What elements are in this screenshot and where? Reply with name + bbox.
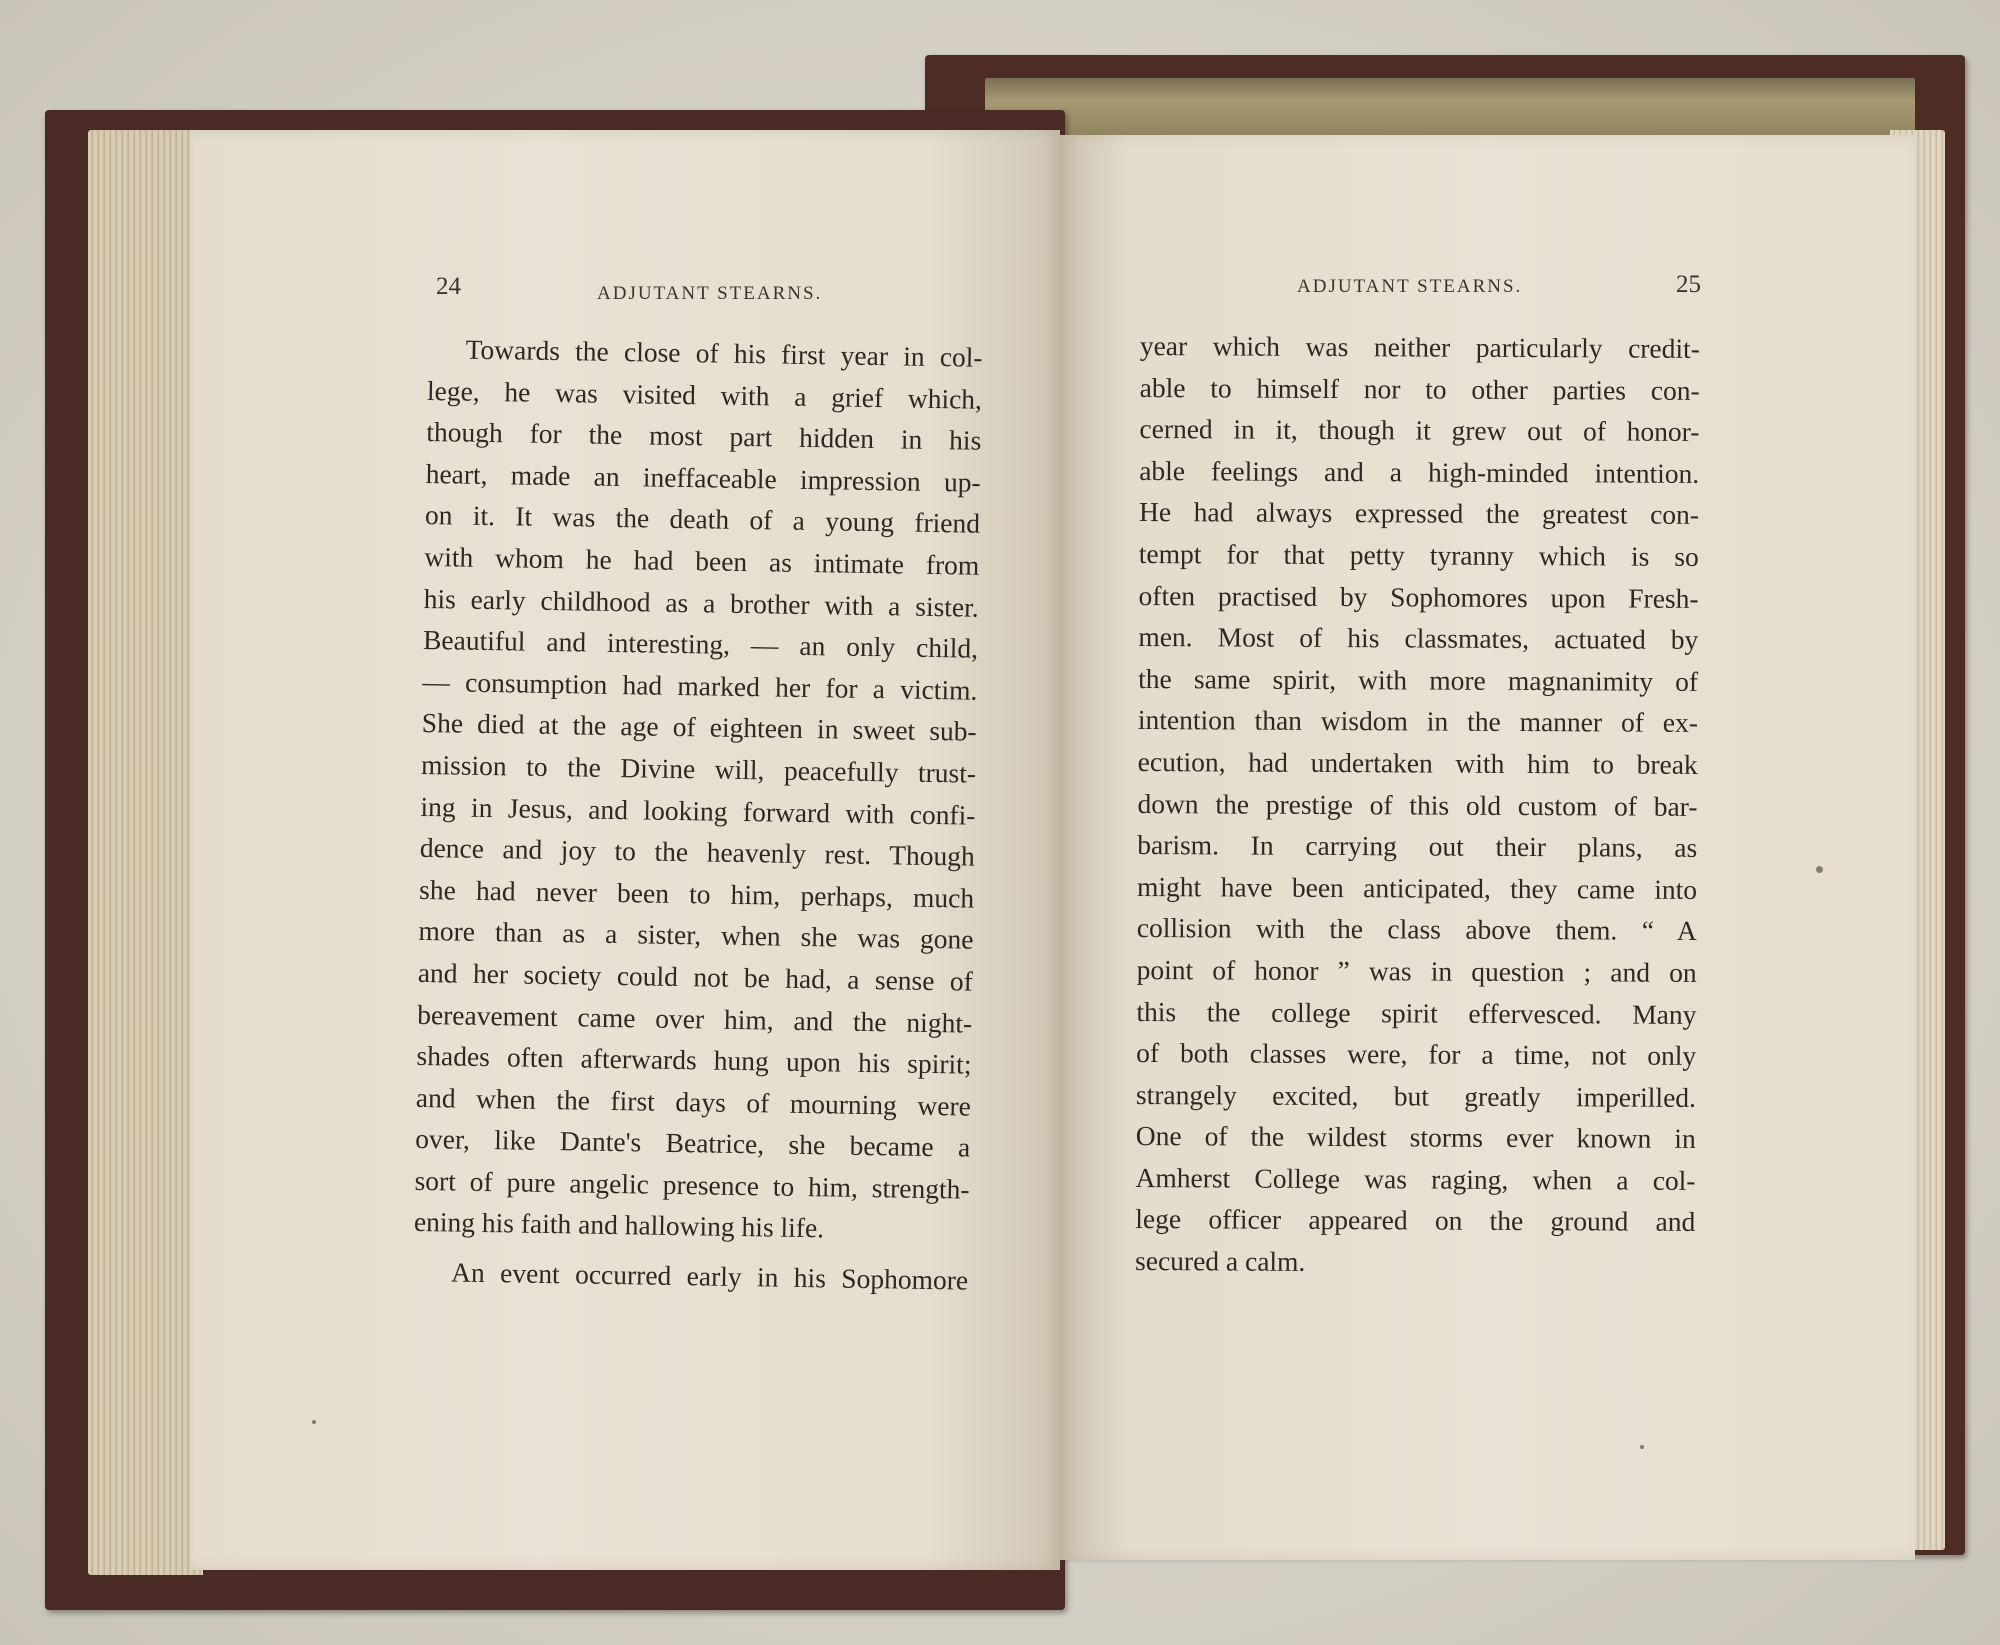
text-line: his early childhood as a brother with a sister. — [423, 582, 979, 623]
paper-speck — [312, 1420, 316, 1424]
text-line: cerned in it, though it grew out of honor- — [1139, 413, 1700, 448]
text-line: with whom he had been as intimate from — [424, 540, 980, 581]
text-line: mission to the Divine will, peacefully trust- — [420, 748, 977, 789]
text-line: barism. In carrying out their plans, as — [1137, 829, 1698, 864]
text-line: One of the wildest storms ever known in — [1135, 1120, 1696, 1155]
text-line: and when the first days of mourning were — [415, 1081, 972, 1122]
text-line: heart, made an ineffaceable impression up- — [425, 457, 981, 498]
text-line: more than as a sister, when she was gone — [418, 915, 974, 955]
text-line: — consumption had marked her for a victim. — [422, 665, 978, 706]
text-line: Towards the close of his first year in col- — [465, 333, 983, 373]
text-line: Amherst College was raging, when a col- — [1135, 1161, 1696, 1196]
right-running-head: ADJUTANT STEARNS. — [1297, 276, 1523, 297]
book-top-edge — [985, 78, 1915, 136]
text-line: lege officer appeared on the ground and — [1135, 1203, 1696, 1238]
text-line: She died at the age of eighteen in sweet sub- — [421, 707, 977, 748]
page-edges-left — [88, 130, 203, 1575]
text-line: point of honor ” was in question ; and on — [1136, 953, 1697, 988]
text-line: Beautiful and interesting, — an only child, — [422, 624, 979, 664]
text-line: ecution, had undertaken with him to break — [1137, 745, 1698, 780]
text-line: shades often afterwards hung upon his spirit; — [416, 1040, 972, 1080]
text-line: men. Most of his classmates, actuated by — [1138, 621, 1699, 656]
text-line: intention than wisdom in the manner of ex- — [1137, 704, 1699, 739]
text-line: on it. It was the death of a young friend — [424, 499, 981, 540]
text-line: though for the most part hidden in his — [426, 416, 982, 456]
text-line: able to himself nor to other parties con- — [1139, 371, 1700, 406]
left-page-number: 24 — [436, 273, 461, 300]
right-page-number: 25 — [1676, 271, 1701, 298]
text-line: dence and joy to the heavenly rest. Though — [419, 832, 976, 872]
text-line: bereavement came over him, and the night- — [416, 998, 973, 1039]
text-line: An event occurred early in his Sophomore — [450, 1256, 969, 1296]
text-line: often practised by Sophomores upon Fresh- — [1138, 579, 1699, 614]
paper-speck — [1816, 866, 1823, 873]
text-line: ing in Jesus, and looking forward with confi- — [420, 790, 976, 831]
text-line: strangely excited, but greatly imperilled. — [1135, 1078, 1697, 1113]
text-line: of both classes were, for a time, not only — [1136, 1037, 1697, 1072]
text-line: she had never been to him, perhaps, much — [418, 873, 975, 914]
left-page-text — [413, 328, 983, 1301]
text-line: ening his faith and hallowing his life. — [413, 1206, 825, 1244]
text-line: this the college spirit effervesced. Many — [1136, 995, 1697, 1030]
text-line: might have been anticipated, they came into — [1136, 870, 1698, 905]
right-page-text — [1135, 325, 1700, 1285]
text-line: able feelings and a high-minded intention. — [1139, 454, 1700, 489]
left-running-head: ADJUTANT STEARNS. — [597, 283, 823, 304]
text-line: sort of pure angelic presence to him, strength- — [414, 1164, 970, 1205]
paper-speck — [1640, 1445, 1644, 1449]
text-line: the same spirit, with more magnanimity of — [1138, 662, 1699, 697]
text-line: over, like Dante's Beatrice, she became a — [415, 1123, 971, 1163]
text-line: secured a calm. — [1135, 1245, 1306, 1277]
text-line: He had always expressed the greatest con- — [1138, 496, 1700, 531]
text-line: year which was neither particularly credit- — [1139, 329, 1700, 364]
text-line: lege, he was visited with a grief which, — [426, 374, 983, 415]
text-line: tempt for that petty tyranny which is so — [1138, 537, 1699, 572]
text-line: and her society could not be had, a sense of — [417, 956, 974, 997]
text-line: collision with the class above them. “ A — [1136, 912, 1697, 947]
text-line: down the prestige of this old custom of bar- — [1137, 787, 1698, 822]
